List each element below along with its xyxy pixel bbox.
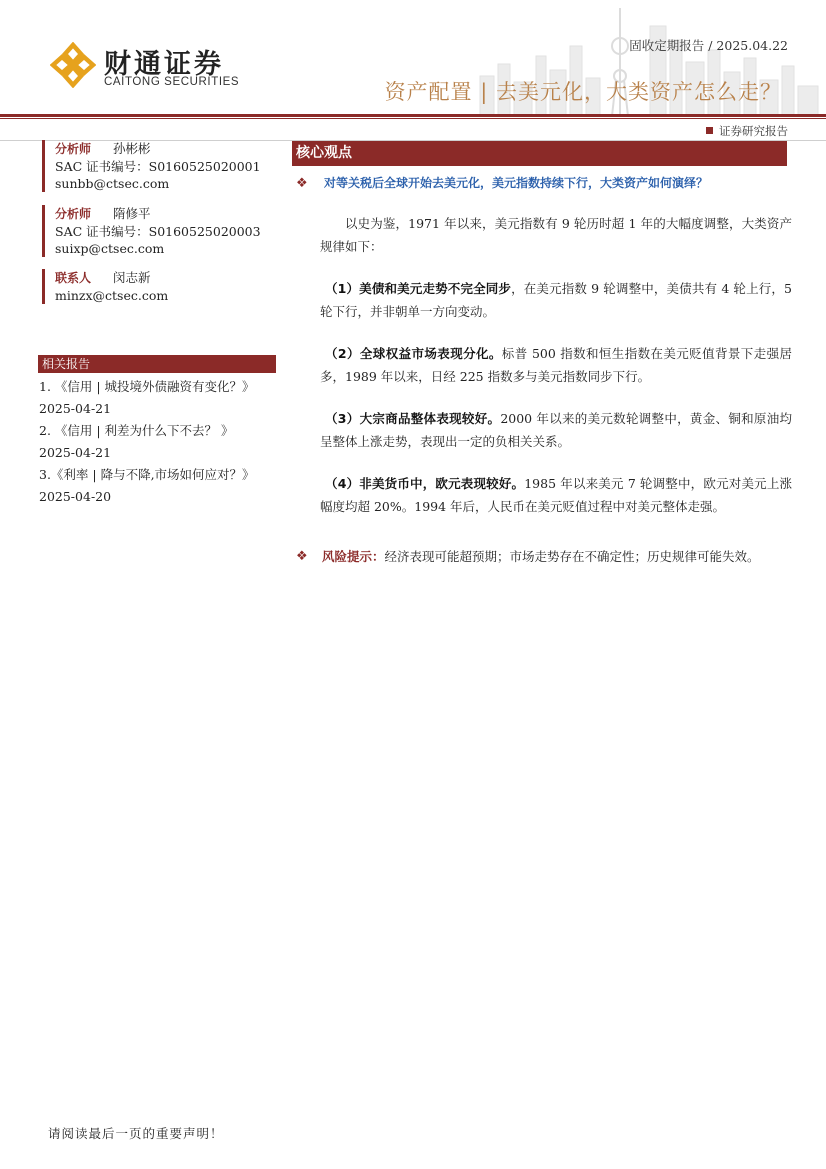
point-text: 2000 年以来的美元数轮调整中，黄金、铜和原油均呈整体上涨走势，表现出一定的负相关关系。: [320, 411, 792, 449]
square-bullet-icon: [706, 127, 713, 134]
analyst-email[interactable]: sunbb@ctsec.com: [55, 176, 170, 191]
diamond-bullet-icon: ❖: [296, 176, 308, 191]
point-lead: （3）大宗商品整体表现较好。: [325, 411, 501, 426]
contact-card: [42, 269, 168, 304]
point-lead: （2）全球权益市场表现分化。: [325, 346, 502, 361]
series-label: [706, 123, 788, 139]
point-paragraph: [320, 408, 792, 453]
contact-email[interactable]: minzx@ctsec.com: [55, 288, 169, 303]
analyst-name: 孙彬彬: [113, 141, 151, 156]
related-report-date: 2025-04-20: [39, 489, 112, 504]
series-text: 证券研究报告: [719, 124, 788, 138]
related-report-date: 2025-04-21: [39, 445, 112, 460]
related-report-link[interactable]: 3.《利率 | 降与不降,市场如何应对？》: [39, 467, 255, 482]
point-text: ，在美元指数 9 轮调整中，美债共有 4 轮上行，5 轮下行，并非朝单一方向变动。: [320, 281, 792, 319]
analyst-card: [42, 140, 261, 192]
point-text: 1985 年以来美元 7 轮调整中，欧元对美元上涨幅度均超 20%。1994 年后，人民币在美元贬值过程中对美元整体走强。: [320, 476, 793, 514]
analyst-role: 分析师: [55, 207, 92, 221]
core-question: 对等关税后全球开始去美元化，美元指数持续下行，大类资产如何演绎？: [324, 176, 709, 190]
disclaimer-note: 请阅读最后一页的重要声明！: [48, 1126, 224, 1141]
point-lead: （1）美债和美元走势不完全同步: [325, 281, 512, 296]
related-reports-heading: 相关报告: [38, 355, 276, 373]
point-text: 标普 500 指数和恒生指数在美元贬值背景下走强居多，1989 年以来，日经 225 指数多与美元指数同步下行。: [320, 346, 792, 384]
point-paragraph: [320, 278, 792, 323]
intro-paragraph: 以史为鉴，1971 年以来，美元指数有 9 轮历时超 1 年的大幅度调整，大类资产规律如下：: [320, 216, 792, 254]
analyst-sac: SAC 证书编号：S0160525020001: [55, 159, 261, 174]
core-body: [320, 213, 792, 538]
point-lead: （4）非美货币中，欧元表现较好。: [325, 476, 525, 491]
contact-role: 联系人: [55, 271, 92, 285]
risk-warning: [322, 546, 792, 569]
caitong-logo-icon: [50, 42, 96, 88]
risk-label: 风险提示：: [322, 549, 385, 564]
report-type-date: 固收定期报告 / 2025.04.22: [629, 38, 788, 53]
analyst-card: [42, 205, 261, 257]
related-report-link[interactable]: 1. 《信用 | 城投境外债融资有变化？》: [39, 379, 255, 394]
analyst-name: 隋修平: [113, 206, 151, 221]
related-reports-list: [39, 376, 289, 508]
analyst-email[interactable]: suixp@ctsec.com: [55, 241, 165, 256]
report-title: 资产配置 | 去美元化，大类资产怎么走？: [384, 80, 782, 104]
analyst-role: 分析师: [55, 142, 92, 156]
diamond-bullet-icon: ❖: [296, 549, 308, 564]
contact-name: 闵志新: [113, 270, 151, 285]
analyst-sac: SAC 证书编号：S0160525020003: [55, 224, 261, 239]
point-paragraph: [320, 473, 792, 518]
brand-name-en: CAITONG SECURITIES: [104, 76, 240, 88]
point-paragraph: [320, 343, 792, 388]
core-views-heading: 核心观点: [292, 141, 787, 166]
related-report-date: 2025-04-21: [39, 401, 112, 416]
brand-name-cn: 财通证券: [104, 49, 224, 80]
header-rule: [0, 114, 826, 117]
header-rule-thin: [0, 118, 826, 119]
related-report-link[interactable]: 2. 《信用 | 利差为什么下不去？ 》: [39, 423, 234, 438]
risk-text: 经济表现可能超预期；市场走势存在不确定性；历史规律可能失效。: [384, 549, 760, 564]
